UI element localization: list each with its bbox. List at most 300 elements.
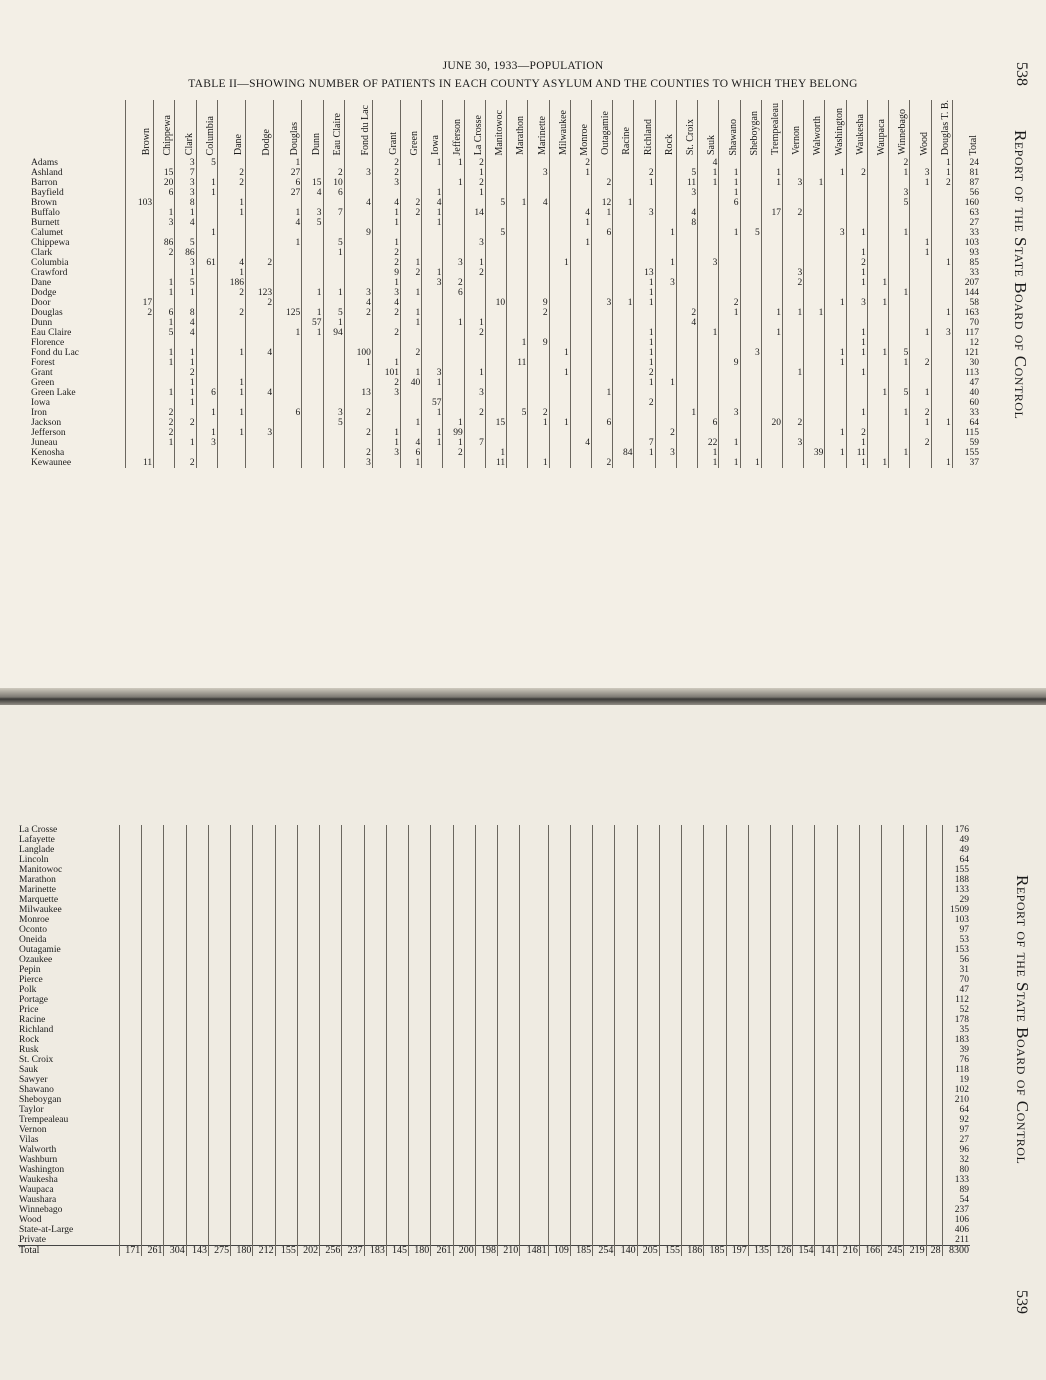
table-cell bbox=[253, 1115, 275, 1125]
county-name: Monroe bbox=[19, 915, 50, 925]
table-cell: 9 bbox=[344, 228, 372, 238]
table-cell bbox=[217, 318, 245, 328]
column-total: 143 bbox=[186, 1246, 208, 1257]
table-cell bbox=[676, 448, 697, 458]
table-cell: 1 bbox=[634, 338, 655, 348]
table-cell bbox=[275, 1015, 297, 1025]
table-cell bbox=[320, 1105, 342, 1115]
table-cell bbox=[154, 268, 175, 278]
table-cell: 1 bbox=[154, 208, 175, 218]
table-cell: 186 bbox=[217, 278, 245, 288]
table-cell bbox=[882, 1165, 904, 1175]
table-cell bbox=[704, 965, 726, 975]
table-cell bbox=[453, 925, 475, 935]
table-cell bbox=[782, 338, 803, 348]
table-cell bbox=[274, 248, 302, 258]
table-cell: 1 bbox=[570, 218, 591, 228]
table-cell bbox=[142, 1015, 164, 1025]
table-cell bbox=[275, 955, 297, 965]
table-cell bbox=[904, 905, 926, 915]
table-cell bbox=[297, 995, 319, 1005]
table-cell bbox=[682, 1035, 704, 1045]
table-cell bbox=[782, 248, 803, 258]
population-table-top bbox=[30, 100, 980, 468]
table-cell bbox=[409, 835, 431, 845]
table-cell bbox=[342, 1165, 364, 1175]
table-cell bbox=[698, 338, 719, 348]
table-cell bbox=[815, 995, 837, 1005]
table-cell bbox=[245, 248, 273, 258]
table-row bbox=[18, 985, 970, 995]
table-cell bbox=[475, 1085, 497, 1095]
table-cell bbox=[142, 875, 164, 885]
table-cell bbox=[859, 875, 881, 885]
table-cell bbox=[154, 228, 175, 238]
table-cell bbox=[770, 1005, 792, 1015]
table-cell bbox=[364, 915, 386, 925]
table-cell bbox=[655, 268, 676, 278]
table-cell: 1 bbox=[910, 238, 931, 248]
table-cell bbox=[549, 178, 570, 188]
table-cell bbox=[164, 1235, 186, 1246]
table-cell bbox=[837, 1195, 859, 1205]
table-cell bbox=[592, 308, 613, 318]
table-cell: 6 bbox=[698, 418, 719, 428]
table-cell bbox=[302, 198, 323, 208]
table-cell bbox=[142, 1105, 164, 1115]
table-cell bbox=[464, 288, 485, 298]
table-cell bbox=[297, 1075, 319, 1085]
table-cell bbox=[748, 1055, 770, 1065]
table-cell bbox=[655, 358, 676, 368]
table-cell bbox=[253, 985, 275, 995]
table-cell bbox=[344, 218, 372, 228]
column-header bbox=[464, 100, 485, 158]
table-cell bbox=[740, 418, 761, 428]
table-cell bbox=[926, 1235, 942, 1246]
table-cell bbox=[655, 398, 676, 408]
table-cell bbox=[548, 1035, 570, 1045]
table-cell bbox=[164, 825, 186, 835]
table-cell bbox=[231, 915, 253, 925]
table-cell bbox=[698, 348, 719, 358]
table-cell bbox=[186, 1215, 208, 1225]
table-cell bbox=[320, 975, 342, 985]
column-header bbox=[126, 100, 154, 158]
table-cell bbox=[548, 1045, 570, 1055]
table-cell bbox=[275, 1005, 297, 1015]
table-cell bbox=[793, 1065, 815, 1075]
table-cell bbox=[528, 228, 549, 238]
table-cell bbox=[186, 915, 208, 925]
table-cell bbox=[592, 348, 613, 358]
table-cell bbox=[910, 308, 931, 318]
table-cell bbox=[570, 1205, 592, 1215]
table-cell: 57 bbox=[422, 398, 443, 408]
table-cell bbox=[931, 238, 952, 248]
table-cell bbox=[615, 1065, 637, 1075]
table-cell: 3 bbox=[245, 428, 273, 438]
table-cell bbox=[208, 875, 230, 885]
table-cell bbox=[837, 1105, 859, 1115]
column-header bbox=[570, 100, 591, 158]
table-cell: 2 bbox=[846, 428, 867, 438]
table-cell bbox=[364, 855, 386, 865]
row-total: 117 bbox=[952, 328, 980, 338]
table-cell bbox=[793, 925, 815, 935]
table-cell bbox=[846, 158, 867, 168]
table-cell bbox=[485, 358, 506, 368]
table-cell bbox=[815, 1205, 837, 1215]
table-cell bbox=[231, 825, 253, 835]
table-cell bbox=[142, 1055, 164, 1065]
table-cell bbox=[570, 358, 591, 368]
table-cell bbox=[926, 1035, 942, 1045]
table-cell bbox=[275, 1145, 297, 1155]
table-cell bbox=[120, 1125, 142, 1135]
table-cell bbox=[837, 945, 859, 955]
table-cell bbox=[761, 428, 782, 438]
table-cell bbox=[882, 1115, 904, 1125]
table-cell bbox=[164, 1095, 186, 1105]
table-cell bbox=[837, 1075, 859, 1085]
table-cell bbox=[245, 168, 273, 178]
table-cell bbox=[825, 408, 846, 418]
table-cell: 1 bbox=[302, 288, 323, 298]
table-cell bbox=[275, 885, 297, 895]
table-cell bbox=[507, 288, 528, 298]
table-cell bbox=[186, 1155, 208, 1165]
county-name: Vilas bbox=[19, 1135, 39, 1145]
table-cell bbox=[422, 298, 443, 308]
table-cell bbox=[593, 1135, 615, 1145]
table-cell bbox=[431, 865, 453, 875]
table-cell bbox=[497, 1095, 519, 1105]
table-cell bbox=[825, 438, 846, 448]
table-cell bbox=[926, 1055, 942, 1065]
table-cell: 1 bbox=[634, 378, 655, 388]
column-header-text: Rock bbox=[663, 134, 675, 156]
column-header-text: Wood bbox=[918, 131, 930, 156]
table-cell bbox=[507, 348, 528, 358]
column-header bbox=[344, 100, 372, 158]
table-cell bbox=[859, 1075, 881, 1085]
table-cell bbox=[676, 458, 697, 468]
table-cell bbox=[453, 915, 475, 925]
table-cell bbox=[740, 358, 761, 368]
table-cell: 1 bbox=[655, 378, 676, 388]
table-cell bbox=[698, 288, 719, 298]
table-cell bbox=[770, 835, 792, 845]
table-cell bbox=[659, 1015, 681, 1025]
table-cell bbox=[782, 398, 803, 408]
table-cell: 1 bbox=[217, 388, 245, 398]
table-cell bbox=[682, 995, 704, 1005]
table-cell bbox=[386, 875, 408, 885]
table-cell bbox=[726, 895, 748, 905]
table-cell bbox=[443, 388, 464, 398]
table-cell bbox=[726, 845, 748, 855]
table-cell bbox=[126, 218, 154, 228]
table-cell bbox=[274, 318, 302, 328]
table-cell bbox=[548, 1215, 570, 1225]
table-cell bbox=[485, 328, 506, 338]
table-cell bbox=[859, 1085, 881, 1095]
row-total: 96 bbox=[942, 1145, 970, 1155]
table-cell bbox=[507, 368, 528, 378]
table-cell bbox=[175, 338, 196, 348]
table-cell bbox=[770, 1055, 792, 1065]
table-cell bbox=[931, 248, 952, 258]
table-cell bbox=[497, 825, 519, 835]
table-cell bbox=[570, 398, 591, 408]
column-total: 166 bbox=[859, 1246, 881, 1257]
table-cell bbox=[245, 218, 273, 228]
table-cell bbox=[676, 248, 697, 258]
table-cell bbox=[570, 348, 591, 358]
table-cell: 6 bbox=[719, 198, 740, 208]
table-cell bbox=[364, 925, 386, 935]
table-cell bbox=[409, 845, 431, 855]
table-cell bbox=[422, 238, 443, 248]
table-cell bbox=[253, 1085, 275, 1095]
table-cell bbox=[549, 288, 570, 298]
table-cell bbox=[719, 388, 740, 398]
table-cell bbox=[275, 925, 297, 935]
table-cell bbox=[409, 1015, 431, 1025]
table-cell bbox=[164, 935, 186, 945]
table-cell: 1 bbox=[549, 348, 570, 358]
table-cell bbox=[120, 895, 142, 905]
table-cell bbox=[682, 1175, 704, 1185]
table-cell bbox=[682, 1015, 704, 1025]
table-cell bbox=[815, 1135, 837, 1145]
table-cell bbox=[431, 1155, 453, 1165]
table-cell bbox=[593, 1075, 615, 1085]
table-row bbox=[30, 228, 980, 238]
table-cell bbox=[507, 418, 528, 428]
table-cell bbox=[659, 905, 681, 915]
table-cell bbox=[186, 1175, 208, 1185]
table-cell bbox=[682, 1155, 704, 1165]
table-cell: 2 bbox=[592, 458, 613, 468]
table-cell bbox=[570, 308, 591, 318]
table-cell bbox=[748, 985, 770, 995]
table-cell bbox=[904, 835, 926, 845]
table-cell bbox=[497, 1135, 519, 1145]
table-cell bbox=[120, 1055, 142, 1065]
table-cell bbox=[926, 1195, 942, 1205]
table-cell bbox=[386, 1015, 408, 1025]
table-cell: 40 bbox=[401, 378, 422, 388]
table-cell bbox=[409, 935, 431, 945]
table-cell bbox=[570, 268, 591, 278]
table-cell bbox=[409, 1075, 431, 1085]
table-cell bbox=[297, 985, 319, 995]
table-cell bbox=[593, 1055, 615, 1065]
table-cell bbox=[549, 318, 570, 328]
table-cell bbox=[825, 258, 846, 268]
table-cell bbox=[453, 1115, 475, 1125]
table-cell bbox=[275, 1165, 297, 1175]
row-total: 29 bbox=[942, 895, 970, 905]
table-cell bbox=[275, 1115, 297, 1125]
table-cell bbox=[320, 1215, 342, 1225]
table-cell bbox=[676, 398, 697, 408]
table-cell bbox=[342, 1045, 364, 1055]
table-cell bbox=[342, 1205, 364, 1215]
table-cell: 1 bbox=[634, 298, 655, 308]
column-header bbox=[846, 100, 867, 158]
table-cell bbox=[186, 985, 208, 995]
table-cell bbox=[142, 895, 164, 905]
table-cell bbox=[748, 965, 770, 975]
table-cell: 100 bbox=[344, 348, 372, 358]
table-cell bbox=[422, 308, 443, 318]
table-cell bbox=[613, 218, 634, 228]
table-cell bbox=[549, 268, 570, 278]
table-cell bbox=[793, 865, 815, 875]
table-cell bbox=[570, 1135, 592, 1145]
table-cell bbox=[570, 368, 591, 378]
table-cell bbox=[548, 835, 570, 845]
table-cell bbox=[372, 188, 400, 198]
table-cell bbox=[761, 198, 782, 208]
table-cell: 4 bbox=[570, 438, 591, 448]
table-cell bbox=[208, 1155, 230, 1165]
table-cell bbox=[570, 1225, 592, 1235]
table-cell bbox=[740, 178, 761, 188]
column-header-text: Winnebago bbox=[897, 109, 909, 156]
table-cell bbox=[231, 1005, 253, 1015]
table-cell bbox=[142, 1165, 164, 1175]
table-cell bbox=[422, 448, 443, 458]
table-cell bbox=[485, 268, 506, 278]
table-cell bbox=[570, 1235, 592, 1246]
table-cell bbox=[613, 278, 634, 288]
county-name: Oconto bbox=[19, 925, 47, 935]
table-cell bbox=[804, 338, 825, 348]
table-cell: 1 bbox=[719, 168, 740, 178]
table-cell bbox=[485, 278, 506, 288]
table-cell bbox=[142, 1025, 164, 1035]
table-cell bbox=[323, 198, 344, 208]
table-cell bbox=[846, 418, 867, 428]
table-cell bbox=[386, 985, 408, 995]
table-cell bbox=[302, 428, 323, 438]
table-cell bbox=[659, 1065, 681, 1075]
table-row bbox=[18, 1215, 970, 1225]
table-cell bbox=[637, 895, 659, 905]
table-cell bbox=[208, 1025, 230, 1035]
table-cell bbox=[704, 975, 726, 985]
column-header bbox=[274, 100, 302, 158]
table-cell bbox=[698, 228, 719, 238]
table-cell bbox=[520, 1115, 548, 1125]
table-cell bbox=[615, 995, 637, 1005]
table-cell bbox=[761, 368, 782, 378]
table-cell: 3 bbox=[740, 348, 761, 358]
table-cell bbox=[549, 338, 570, 348]
table-cell bbox=[637, 1105, 659, 1115]
table-cell bbox=[464, 338, 485, 348]
table-cell bbox=[253, 955, 275, 965]
table-cell bbox=[740, 168, 761, 178]
table-cell bbox=[297, 965, 319, 975]
table-cell: 1 bbox=[931, 458, 952, 468]
table-cell bbox=[882, 1145, 904, 1155]
table-cell bbox=[570, 1085, 592, 1095]
table-cell bbox=[142, 1125, 164, 1135]
table-cell: 6 bbox=[443, 288, 464, 298]
table-cell bbox=[520, 975, 548, 985]
table-row bbox=[30, 308, 980, 318]
table-cell bbox=[297, 915, 319, 925]
table-cell bbox=[208, 1055, 230, 1065]
table-cell bbox=[120, 1215, 142, 1225]
table-cell bbox=[719, 418, 740, 428]
table-cell bbox=[859, 985, 881, 995]
column-header bbox=[302, 100, 323, 158]
table-cell bbox=[549, 278, 570, 288]
table-cell: 103 bbox=[126, 198, 154, 208]
table-cell bbox=[507, 378, 528, 388]
table-cell: 2 bbox=[372, 328, 400, 338]
row-total: 87 bbox=[952, 178, 980, 188]
table-cell bbox=[549, 458, 570, 468]
table-cell bbox=[793, 985, 815, 995]
table-cell bbox=[615, 1045, 637, 1055]
row-total: 133 bbox=[942, 1175, 970, 1185]
table-cell bbox=[676, 268, 697, 278]
table-cell bbox=[549, 308, 570, 318]
table-cell bbox=[926, 855, 942, 865]
table-cell bbox=[570, 298, 591, 308]
table-cell bbox=[615, 915, 637, 925]
table-cell bbox=[126, 348, 154, 358]
table-cell bbox=[453, 885, 475, 895]
table-row bbox=[30, 438, 980, 448]
table-cell bbox=[431, 995, 453, 1005]
table-cell bbox=[793, 1005, 815, 1015]
table-cell bbox=[422, 168, 443, 178]
table-row bbox=[30, 318, 980, 328]
table-cell bbox=[867, 248, 888, 258]
table-cell bbox=[704, 1045, 726, 1055]
table-cell: 1 bbox=[846, 348, 867, 358]
table-cell bbox=[570, 865, 592, 875]
table-cell bbox=[867, 418, 888, 428]
table-cell bbox=[208, 1075, 230, 1085]
table-cell bbox=[815, 1175, 837, 1185]
table-cell bbox=[593, 1215, 615, 1225]
table-cell: 1 bbox=[175, 358, 196, 368]
table-cell bbox=[704, 1145, 726, 1155]
table-cell bbox=[245, 408, 273, 418]
table-row bbox=[30, 348, 980, 358]
table-cell bbox=[548, 975, 570, 985]
table-cell bbox=[882, 1215, 904, 1225]
table-cell bbox=[782, 428, 803, 438]
column-total: 304 bbox=[164, 1246, 186, 1257]
table-cell bbox=[910, 228, 931, 238]
table-cell bbox=[520, 1025, 548, 1035]
table-cell bbox=[253, 825, 275, 835]
row-total: 237 bbox=[942, 1205, 970, 1215]
table-cell bbox=[592, 328, 613, 338]
table-row bbox=[18, 1185, 970, 1195]
table-row bbox=[30, 178, 980, 188]
